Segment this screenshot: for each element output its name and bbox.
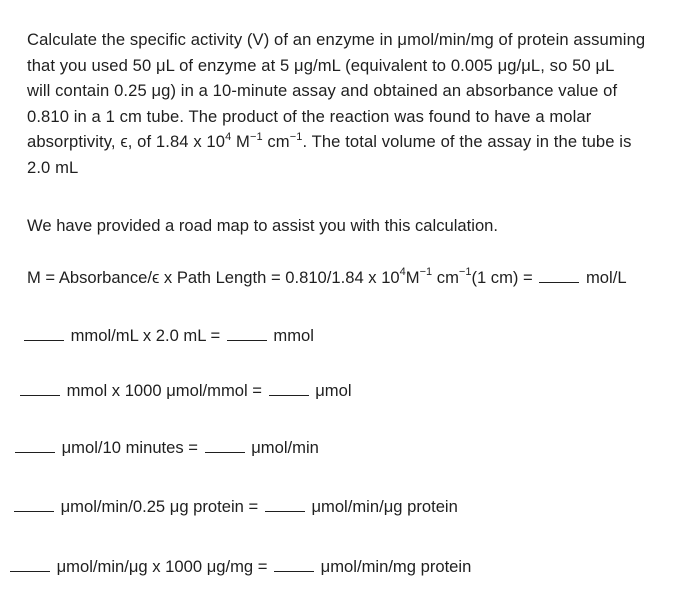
step-unit: μmol/min bbox=[246, 438, 319, 457]
problem-line-5-text-d: . The total volume of the assay in the tube is bbox=[302, 132, 632, 152]
answer-blank[interactable] bbox=[274, 570, 314, 572]
formula-text-d: (1 cm) = bbox=[471, 268, 538, 287]
problem-line-5-text-a: absorptivity, ϵ, of 1.84 x 10 bbox=[27, 132, 226, 152]
step-2 bbox=[18, 381, 352, 401]
formula-text-c: cm bbox=[432, 268, 459, 287]
answer-blank[interactable] bbox=[539, 281, 579, 283]
answer-blank[interactable] bbox=[10, 570, 50, 572]
answer-blank[interactable] bbox=[265, 510, 305, 512]
step-text: mmol/mL x 2.0 mL = bbox=[66, 326, 225, 345]
answer-blank[interactable] bbox=[205, 451, 245, 453]
answer-blank[interactable] bbox=[24, 339, 64, 341]
problem-statement bbox=[27, 27, 695, 181]
molarity-formula bbox=[27, 268, 627, 288]
step-text: μmol/10 minutes = bbox=[57, 438, 203, 457]
exponent: −1 bbox=[249, 130, 263, 143]
formula-text-a: M = Absorbance/ϵ x Path Length = 0.810/1.84 x 10 bbox=[27, 268, 400, 287]
formula-unit: mol/L bbox=[581, 268, 627, 287]
step-5 bbox=[8, 557, 471, 577]
problem-line-3: will contain 0.25 μg) in a 10-minute assay and obtained an absorbance value of bbox=[27, 81, 618, 101]
exponent: 4 bbox=[399, 266, 406, 279]
step-4 bbox=[12, 497, 458, 517]
step-3 bbox=[13, 438, 319, 458]
step-1 bbox=[22, 326, 314, 346]
problem-line-6: 2.0 mL bbox=[27, 157, 79, 177]
exponent: −1 bbox=[419, 266, 433, 279]
step-text: μmol/min/μg x 1000 μg/mg = bbox=[52, 557, 273, 576]
step-unit: μmol/min/μg protein bbox=[306, 497, 458, 516]
step-unit: mmol bbox=[268, 326, 314, 345]
formula-text-b: M bbox=[405, 268, 420, 287]
exponent: 4 bbox=[225, 130, 232, 143]
answer-blank[interactable] bbox=[269, 394, 309, 396]
problem-line-1: Calculate the specific activity (V) of an enzyme in μmol/min/mg of protein assuming bbox=[27, 30, 646, 49]
answer-blank[interactable] bbox=[227, 339, 267, 341]
problem-line-5-text-c: cm bbox=[262, 132, 290, 152]
step-unit: μmol/min/mg protein bbox=[316, 557, 472, 576]
exponent: −1 bbox=[289, 130, 303, 143]
step-text: mmol x 1000 μmol/mmol = bbox=[62, 381, 267, 400]
exponent: −1 bbox=[458, 266, 472, 279]
answer-blank[interactable] bbox=[20, 394, 60, 396]
problem-line-4: 0.810 in a 1 cm tube. The product of the reaction was found to have a molar bbox=[27, 106, 592, 126]
problem-line-5-text-b: M bbox=[231, 132, 250, 152]
problem-line-5 bbox=[27, 129, 695, 155]
step-text: μmol/min/0.25 μg protein = bbox=[56, 497, 263, 516]
answer-blank[interactable] bbox=[14, 510, 54, 512]
step-unit: μmol bbox=[310, 381, 352, 400]
problem-line-2: that you used 50 μL of enzyme at 5 μg/mL (equivalent to 0.005 μg/μL, so 50 μL bbox=[27, 55, 615, 75]
road-map-intro: We have provided a road map to assist you with this calculation. bbox=[27, 216, 499, 235]
answer-blank[interactable] bbox=[15, 451, 55, 453]
